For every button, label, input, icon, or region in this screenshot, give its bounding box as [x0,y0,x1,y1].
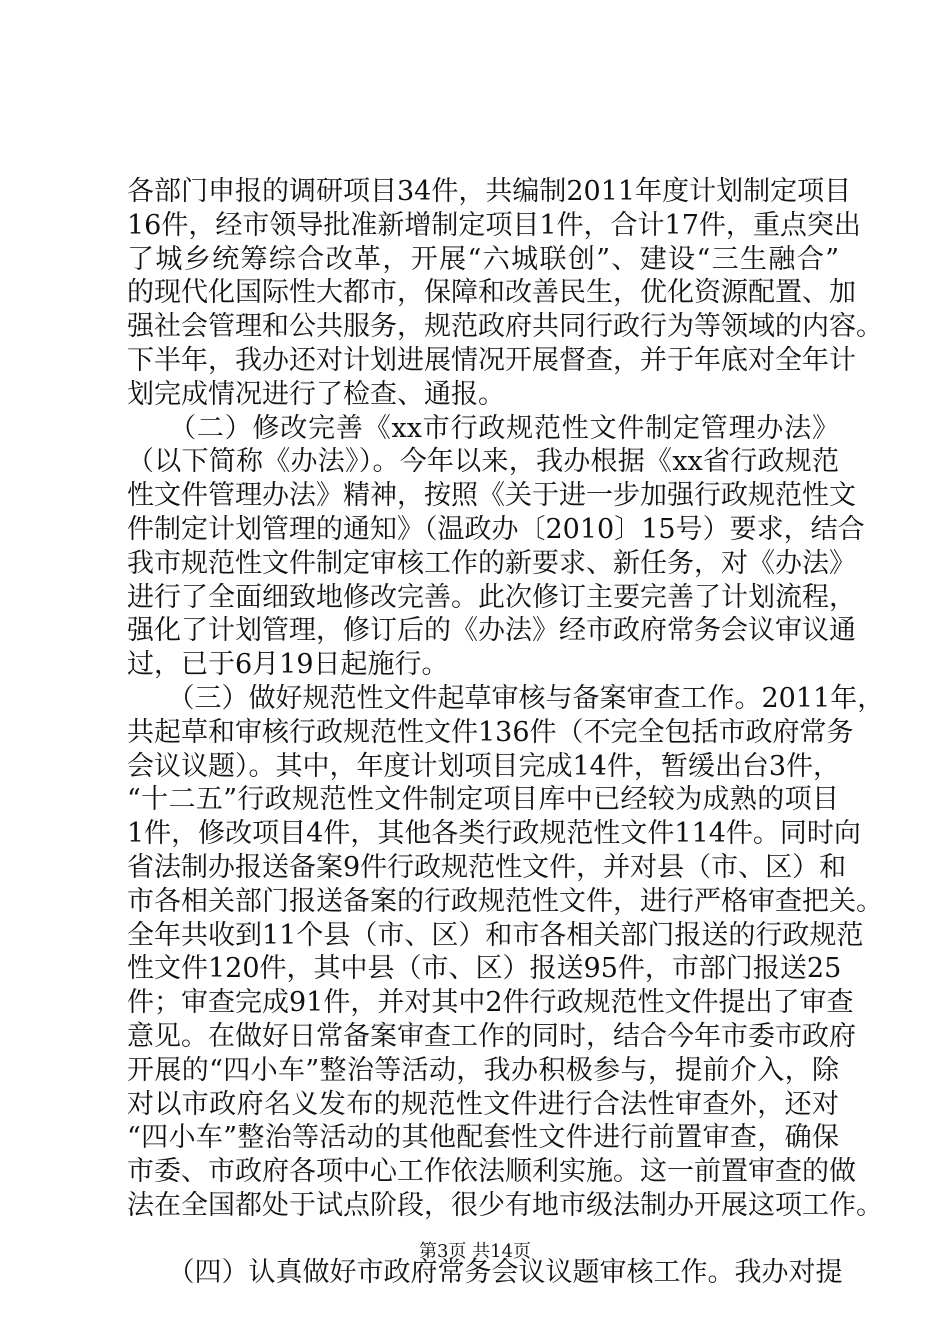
text-line: 全年共收到11个县（市、区）和市各相关部门报送的行政规范 [127,919,864,951]
paragraph [127,412,865,682]
text-line: 件制定计划管理的通知》（温政办〔2010〕15号）要求，结合 [127,513,865,545]
text-line: 法在全国都处于试点阶段，很少有地市级法制办开展这项工作。 [127,1189,883,1221]
text-line: 件；审查完成91件，并对其中2件行政规范性文件提出了审查 [127,987,854,1019]
text-line: 进行了全面细致地修改完善。此次修订主要完善了计划流程， [127,581,856,613]
text-line: 市委、市政府各项中心工作依法顺利实施。这一前置审查的做 [127,1156,856,1188]
text-line: 强化了计划管理，修订后的《办法》经市政府常务会议审议通 [127,615,856,647]
text-line: “十二五”行政规范性文件制定项目库中已经较为成熟的项目 [127,784,839,816]
text-line: （三）做好规范性文件起草审核与备案审查工作。2011年， [127,682,885,714]
document-body [127,175,885,1290]
text-line: 了城乡统筹综合改革，开展“六城联创”、建设“三生融合” [127,243,839,275]
text-line: 市各相关部门报送备案的行政规范性文件，进行严格审查把关。 [127,885,883,917]
text-line: 省法制办报送备案9件行政规范性文件，并对县（市、区）和 [127,851,847,883]
text-line: 下半年，我办还对计划进展情况开展督查，并于年底对全年计 [127,344,856,376]
text-line: 意见。在做好日常备案审查工作的同时，结合今年市委市政府 [127,1020,856,1052]
text-line: 开展的“四小车”整治等活动，我办积极参与，提前介入，除 [127,1054,839,1086]
text-line: 我市规范性文件制定审核工作的新要求、新任务，对《办法》 [127,547,856,579]
text-line: 性文件管理办法》精神，按照《关于进一步加强行政规范性文 [127,480,856,512]
text-line: 各部门申报的调研项目34件，共编制2011年度计划制定项目 [127,176,852,207]
text-line: 对以市政府名义发布的规范性文件进行合法性审查外，还对 [127,1088,839,1120]
text-line: 性文件120件，其中县（市、区）报送95件，市部门报送25 [127,953,842,985]
paragraph [127,175,883,412]
text-line: 强社会管理和公共服务，规范政府共同行政行为等领域的内容。 [127,311,883,343]
text-line: 的现代化国际性大都市，保障和改善民生，优化资源配置、加 [127,277,856,309]
paragraph [127,682,885,1223]
text-line: 划完成情况进行了检查、通报。 [127,378,505,410]
text-line: “四小车”整治等活动的其他配套性文件进行前置审查，确保 [127,1122,839,1154]
text-line: （四）认真做好市政府常务会议议题审核工作。我办对提 [127,1256,843,1288]
text-line: 共起草和审核行政规范性文件136件（不完全包括市政府常务 [127,716,854,748]
page-footer: 第3页 共14页 [418,1241,532,1262]
text-line: 16件，经市领导批准新增制定项目1件，合计17件，重点突出 [127,209,861,241]
text-line: 过，已于6月19日起施行。 [127,649,449,681]
text-line: 会议议题）。其中，年度计划项目完成14件，暂缓出台3件， [127,750,841,782]
text-line: （以下简称《办法》）。今年以来，我办根据《xx省行政规范 [127,446,839,478]
text-line: （二）修改完善《xx市行政规范性文件制定管理办法》 [127,412,839,444]
text-line: 1件，修改项目4件，其他各类行政规范性文件114件。同时向 [127,818,861,850]
